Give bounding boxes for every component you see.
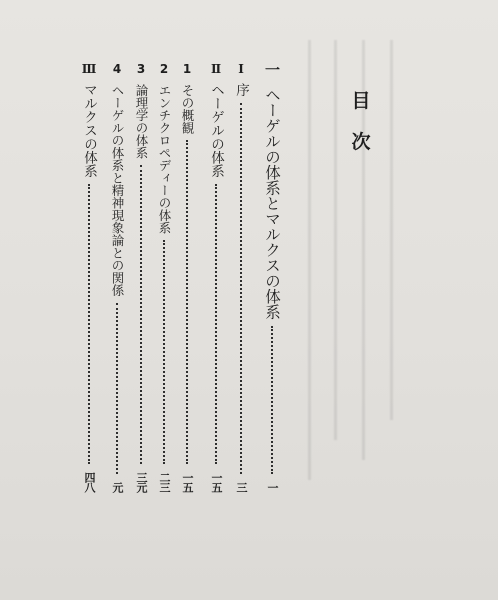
toc-entry-8[interactable] <box>80 62 98 492</box>
toc-entry-title: ヘーゲルの体系 <box>208 83 224 178</box>
toc-entry-7[interactable] <box>108 62 126 492</box>
toc-entry-page: 二三 <box>158 472 171 492</box>
toc-entry-title: 論理学の体系 <box>134 84 149 159</box>
toc-entry-2[interactable] <box>232 62 250 492</box>
toc-entry-page: 一五 <box>181 472 194 492</box>
toc-entry-5[interactable] <box>155 62 173 492</box>
toc-entry-title: エンチクロペディーの体系 <box>157 84 172 234</box>
toc-entry-title: ヘーゲルの体系とマルクスの体系 <box>263 87 281 320</box>
toc-entry-number: 1 <box>180 62 194 76</box>
toc-entry-title: 序 <box>233 83 249 97</box>
toc-heading <box>348 92 374 152</box>
toc-entry-page: 三 <box>235 482 248 492</box>
toc-entry-page: 元 <box>111 482 124 492</box>
dot-leader <box>140 165 142 464</box>
toc-entry-1[interactable] <box>262 62 282 492</box>
toc-entry-page: 四八 <box>83 472 96 492</box>
toc-entry-number: Ⅲ <box>82 62 96 75</box>
toc-entry-6[interactable] <box>132 62 150 492</box>
toc-entry-4[interactable] <box>178 62 196 492</box>
dot-leader <box>240 103 242 475</box>
toc-entry-title: マルクスの体系 <box>81 83 97 178</box>
toc-entry-page: 一 <box>266 482 279 492</box>
toc-heading-char-2: 次 <box>351 131 371 153</box>
toc-entry-title: その概観 <box>180 84 195 134</box>
toc-entry-number: Ⅱ <box>209 62 223 75</box>
toc-entry-title: ヘーゲルの体系と精神現象論との関係 <box>110 84 125 297</box>
toc-entry-number: 3 <box>134 62 148 76</box>
toc-entry-3[interactable] <box>207 62 225 492</box>
toc-entry-number: 2 <box>157 62 171 76</box>
dot-leader <box>271 326 273 475</box>
toc-entry-number: Ⅰ <box>234 62 248 75</box>
dot-leader <box>186 140 188 464</box>
dot-leader <box>163 240 165 464</box>
toc-entry-page: 一五 <box>210 472 223 492</box>
dot-leader <box>215 184 217 465</box>
toc-heading-char-1: 目 <box>351 90 371 112</box>
toc-entry-number: 一 <box>263 62 281 77</box>
dot-leader <box>88 184 90 465</box>
toc-entry-page: 三元 <box>135 472 148 492</box>
dot-leader <box>116 303 118 475</box>
toc-entry-number: 4 <box>110 62 124 76</box>
